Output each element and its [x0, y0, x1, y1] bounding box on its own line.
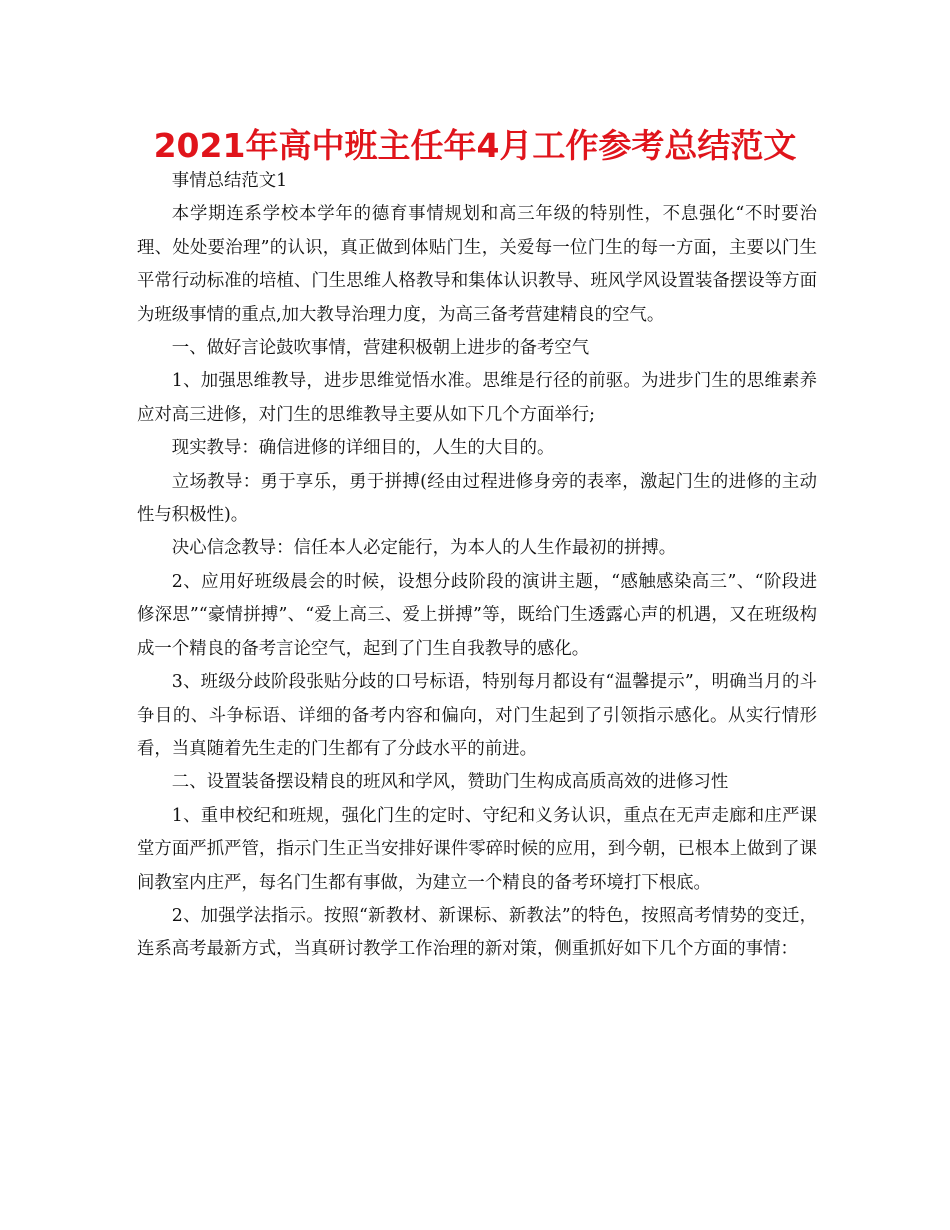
paragraph: 2、应用好班级晨会的时候，设想分歧阶段的演讲主题，“感触感染高三”、“阶段进修深思”“豪情拼搏”、“爱上高三、爱上拼搏”等，既给门生透露心声的机遇，又在班级构成一个精良的备考言论空气，起到了门生自我教导的感化。	[137, 571, 817, 659]
paragraph: 2、加强学法指示。按照“新教材、新课标、新教法”的特色，按照高考情势的变迁，连系高考最新方式，当真研讨教学工作治理的新对策，侧重抓好如下几个方面的事情：	[137, 905, 817, 960]
paragraph: 立场教导：勇于享乐，勇于拼搏(经由过程进修身旁的表率，激起门生的进修的主动性与积极性)。	[137, 471, 817, 526]
paragraph: 一、做好言论鼓吹事情，营建积极朝上进步的备考空气	[171, 338, 590, 359]
paragraph: 现实教导：确信进修的详细目的，人生的大目的。	[171, 438, 555, 459]
paragraph: 决心信念教导：信任本人必定能行，为本人的人生作最初的拼搏。	[171, 538, 677, 559]
paragraph: 二、设置装备摆设精良的班风和学风，赞助门生构成高质高效的进修习性	[171, 772, 729, 793]
document-body	[137, 165, 817, 967]
paragraph: 3、班级分歧阶段张贴分歧的口号标语，特别每月都设有“温馨提示”，明确当月的斗争目的、斗争标语、详细的备考内容和偏向，对门生起到了引领指示感化。从实行情形看，当真随着先生走的门生都有了分歧水平的前进。	[137, 672, 817, 759]
paragraph: 1、加强思维教导，进步思维觉悟水准。思维是行径的前驱。为进步门生的思维素养应对高三进修，对门生的思维教导主要从如下几个方面举行;	[137, 371, 817, 425]
paragraph: 本学期连系学校本学年的德育事情规划和高三年级的特别性，不息强化“不时要治理、处处要治理”的认识，真正做到体贴门生，关爱每一位门生的每一方面，主要以门生平常行动标准的培植、门生思维人格教导和集体认识教导、班风学风设置装备摆设等方面为班级事情的重点,加大教导治理力度，为高三备考营建精良的空气。	[137, 204, 817, 325]
paragraph: 事情总结范文1	[171, 171, 288, 191]
paragraph: 1、重申校纪和班规，强化门生的定时、守纪和义务认识，重点在无声走廊和庄严课堂方面严抓严管，指示门生正当安排好课件零碎时候的应用，到今朝，已根本上做到了课间教室内庄严，每名门生都有事做，为建立一个精良的备考环境打下根底。	[137, 805, 817, 893]
document-title: 2021年高中班主任年4月工作参考总结范文	[153, 126, 797, 165]
